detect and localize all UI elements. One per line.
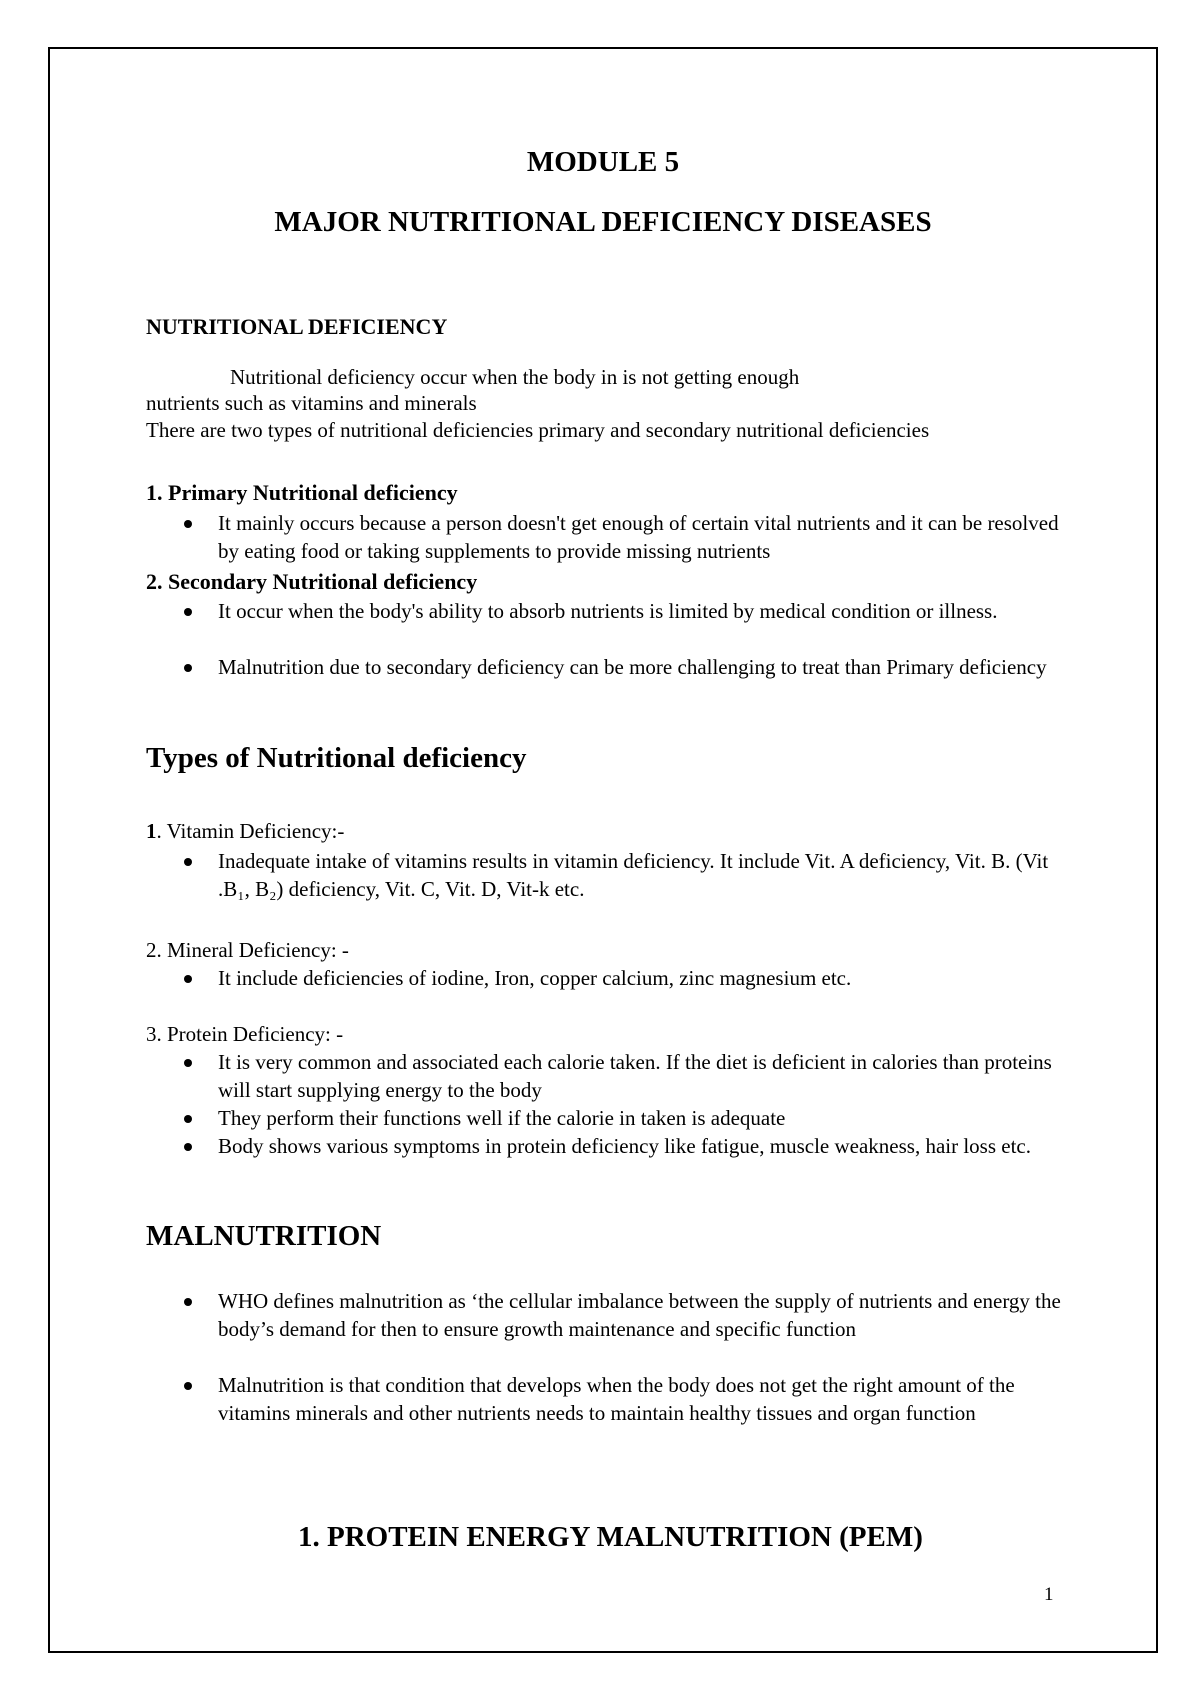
bullet-icon xyxy=(184,1115,192,1123)
bullet-icon xyxy=(184,1298,192,1306)
section-heading-nutritional-deficiency: NUTRITIONAL DEFICIENCY xyxy=(146,314,448,339)
protein-label: 3. Protein Deficiency: - xyxy=(146,1022,344,1046)
intro-line-3: There are two types of nutritional deficiencies primary and secondary nutritional deficiencies xyxy=(146,418,930,442)
bullet-icon xyxy=(184,1059,192,1067)
bullet-text: Inadequate intake of vitamins results in vitamin deficiency. It include Vit. A deficiency, Vit. B. (Vit .B₁, B₂) deficiency, Vit. C, Vit. D, Vit-k etc. xyxy=(218,849,1049,901)
pem-heading: 1. PROTEIN ENERGY MALNUTRITION (PEM) xyxy=(298,1521,923,1553)
bullet-text: Malnutrition due to secondary deficiency can be more challenging to treat than Primary deficiency xyxy=(218,655,1047,679)
bullet-text: It is very common and associated each calorie taken. If the diet is deficient in calories than proteins will start supplying energy to the body xyxy=(218,1050,1052,1102)
bullet-icon xyxy=(184,664,192,672)
bullet-icon xyxy=(184,858,192,866)
bullet-text: WHO defines malnutrition as ‘the cellular imbalance between the supply of nutrients and energy the body’s demand for then to ensure growth maintenance and specific function xyxy=(218,1289,1061,1341)
bullet-text: Body shows various symptoms in protein deficiency like fatigue, muscle weakness, hair loss etc. xyxy=(218,1134,1032,1158)
malnutrition-heading: MALNUTRITION xyxy=(146,1220,382,1252)
bullet-icon xyxy=(184,975,192,983)
bullet-text: Malnutrition is that condition that develops when the body does not get the right amount of the vitamins minerals and other nutrients needs to maintain healthy tissues and organ function xyxy=(218,1373,1015,1425)
bullet-icon xyxy=(184,1143,192,1151)
intro-line-2: nutrients such as vitamins and minerals xyxy=(146,391,477,415)
bullet-text: It include deficiencies of iodine, Iron, copper calcium, zinc magnesium etc. xyxy=(218,966,852,990)
intro-line-1: Nutritional deficiency occur when the body in is not getting enough xyxy=(230,365,800,389)
vitamin-label-number: 1 xyxy=(146,819,157,843)
bullet-icon xyxy=(184,1382,192,1390)
vitamin-label xyxy=(146,818,344,845)
bullet-text: It occur when the body's ability to absorb nutrients is limited by medical condition or illness. xyxy=(218,599,998,623)
secondary-heading: 2. Secondary Nutritional deficiency xyxy=(146,569,478,594)
types-heading: Types of Nutritional deficiency xyxy=(146,742,527,774)
bullet-icon xyxy=(184,608,192,616)
module-title: MODULE 5 xyxy=(526,146,680,178)
mineral-label: 2. Mineral Deficiency: - xyxy=(146,938,349,962)
bullet-text: It mainly occurs because a person doesn't get enough of certain vital nutrients and it can be resolved by eating food or taking supplements to provide missing nutrients xyxy=(218,511,1059,563)
page-number: 1 xyxy=(1044,1584,1054,1605)
main-title: MAJOR NUTRITIONAL DEFICIENCY DISEASES xyxy=(274,206,932,238)
bullet-text: They perform their functions well if the calorie in taken is adequate xyxy=(218,1106,786,1130)
bullet-icon xyxy=(184,520,192,528)
vitamin-label-text: . Vitamin Deficiency:- xyxy=(156,819,345,843)
primary-heading: 1. Primary Nutritional deficiency xyxy=(146,480,458,505)
